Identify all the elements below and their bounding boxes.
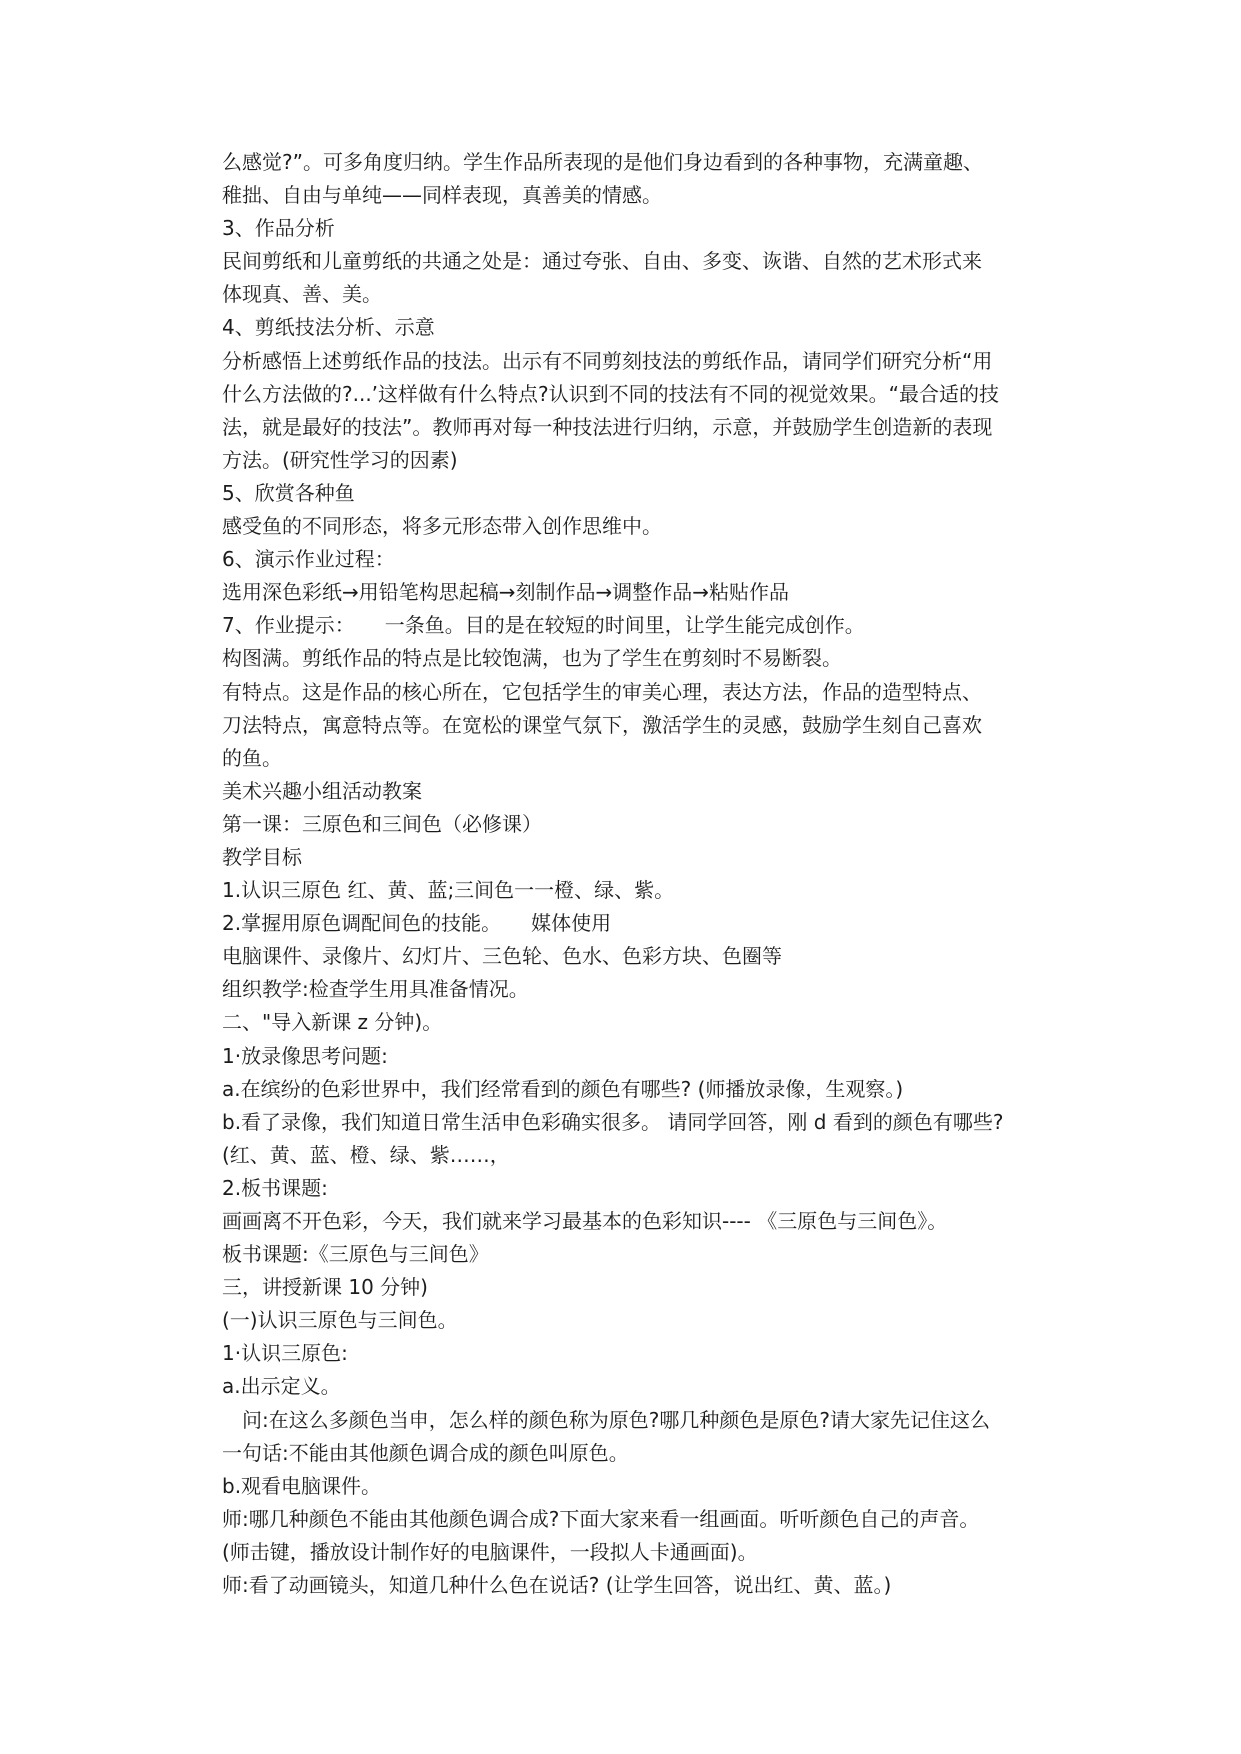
text-line: 的鱼。 — [222, 745, 282, 770]
text-line: 板书课题:《三原色与三间色》 — [222, 1242, 489, 1267]
text-line: 法，就是最好的技法”。教师再对每一种技法进行归纳，示意，并鼓励学生创造新的表现 — [222, 414, 993, 439]
text-line: 1·放录像思考问题: — [222, 1043, 388, 1068]
text-line: 3、作品分析 — [222, 216, 335, 241]
text-line: 2.板书课题: — [222, 1175, 328, 1200]
text-line: 美术兴趣小组活动教案 — [222, 778, 422, 803]
text-line: (师击键，播放设计制作好的电脑课件，一段拟人卡通画面)。 — [222, 1539, 758, 1564]
text-line: 师:看了动画镜头，知道几种什么色在说话? (让学生回答，说出红、黄、蓝。) — [222, 1573, 892, 1598]
text-line: 三，讲授新课 10 分钟) — [222, 1275, 428, 1300]
text-line: 画画离不开色彩，今天，我们就来学习最基本的色彩知识---- 《三原色与三间色》。 — [222, 1209, 948, 1233]
text-line: 选用深色彩纸→用铅笔构思起稿→刻制作品→调整作品→粘贴作品 — [222, 580, 790, 605]
text-line: 构图满。剪纸作品的特点是比较饱满，也为了学生在剪刻时不易断裂。 — [222, 646, 842, 671]
text-line: 民间剪纸和儿童剪纸的共通之处是：通过夸张、自由、多变、诙谐、自然的艺术形式来 — [222, 249, 982, 274]
text-line: 什么方法做的?...’这样做有什么特点?认识到不同的技法有不同的视觉效果。“最合适的技 — [222, 381, 1000, 406]
text-line: a.出示定义。 — [222, 1374, 341, 1399]
text-line: 么感觉?”。可多角度归纳。学生作品所表现的是他们身边看到的各种事物，充满童趣、 — [222, 150, 983, 174]
text-line: (红、黄、蓝、橙、绿、紫……， — [222, 1142, 510, 1167]
text-line: 1·认识三原色: — [222, 1341, 348, 1366]
text-line: 方法。(研究性学习的因素) — [222, 447, 458, 472]
document-page — [222, 146, 1082, 1602]
text-line: b.看了录像，我们知道日常生活申色彩确实很多。 请同学回答，刚 d 看到的颜色有哪些? — [222, 1109, 1004, 1134]
text-line: 4、剪纸技法分析、示意 — [222, 315, 435, 340]
text-line: 组织教学:检查学生用具准备情况。 — [222, 977, 529, 1002]
text-line: 稚拙、自由与单纯——同样表现，真善美的情感。 — [222, 183, 662, 208]
text-line: 电脑课件、录像片、幻灯片、三色轮、色水、色彩方块、色圈等 — [222, 944, 782, 969]
text-line: a.在缤纷的色彩世界中，我们经常看到的颜色有哪些? (师播放录像，生观察。) — [222, 1076, 904, 1101]
text-line: 分析感悟上述剪纸作品的技法。出示有不同剪刻技法的剪纸作品，请同学们研究分析“用 — [222, 348, 993, 373]
text-line: 6、演示作业过程： — [222, 547, 395, 572]
text-line: 一句话:不能由其他颜色调合成的颜色叫原色。 — [222, 1440, 629, 1465]
text-line: 二、"导入新课 z 分钟)。 — [222, 1010, 443, 1035]
text-line: 5、欣赏各种鱼 — [222, 480, 355, 505]
text-line: 体现真、善、美。 — [222, 282, 382, 307]
text-line: (一)认识三原色与三间色。 — [222, 1308, 458, 1333]
text-line: b.观看电脑课件。 — [222, 1473, 382, 1498]
text-line: 教学目标 — [222, 844, 302, 869]
text-line: 有特点。这是作品的核心所在，它包括学生的审美心理，表达方法，作品的造型特点、 — [222, 679, 982, 704]
text-line: 问:在这么多颜色当申，怎么样的颜色称为原色?哪几种颜色是原色?请大家先记住这么 — [222, 1407, 990, 1432]
text-line: 感受鱼的不同形态，将多元形态带入创作思维中。 — [222, 514, 662, 539]
text-line: 刀法特点，寓意特点等。在宽松的课堂气氛下，激活学生的灵感，鼓励学生刻自己喜欢 — [222, 712, 982, 737]
text-line: 第一课：三原色和三间色（必修课） — [222, 811, 542, 836]
text-line: 2.掌握用原色调配间色的技能。 媒体使用 — [222, 911, 612, 936]
text-line: 师:哪几种颜色不能由其他颜色调合成?下面大家来看一组画面。听听颜色自己的声音。 — [222, 1506, 980, 1531]
text-line: 7、作业提示： 一条鱼。目的是在较短的时间里，让学生能完成创作。 — [222, 613, 865, 638]
text-line: 1.认识三原色 红、黄、蓝;三间色一一橙、绿、紫。 — [222, 878, 675, 903]
